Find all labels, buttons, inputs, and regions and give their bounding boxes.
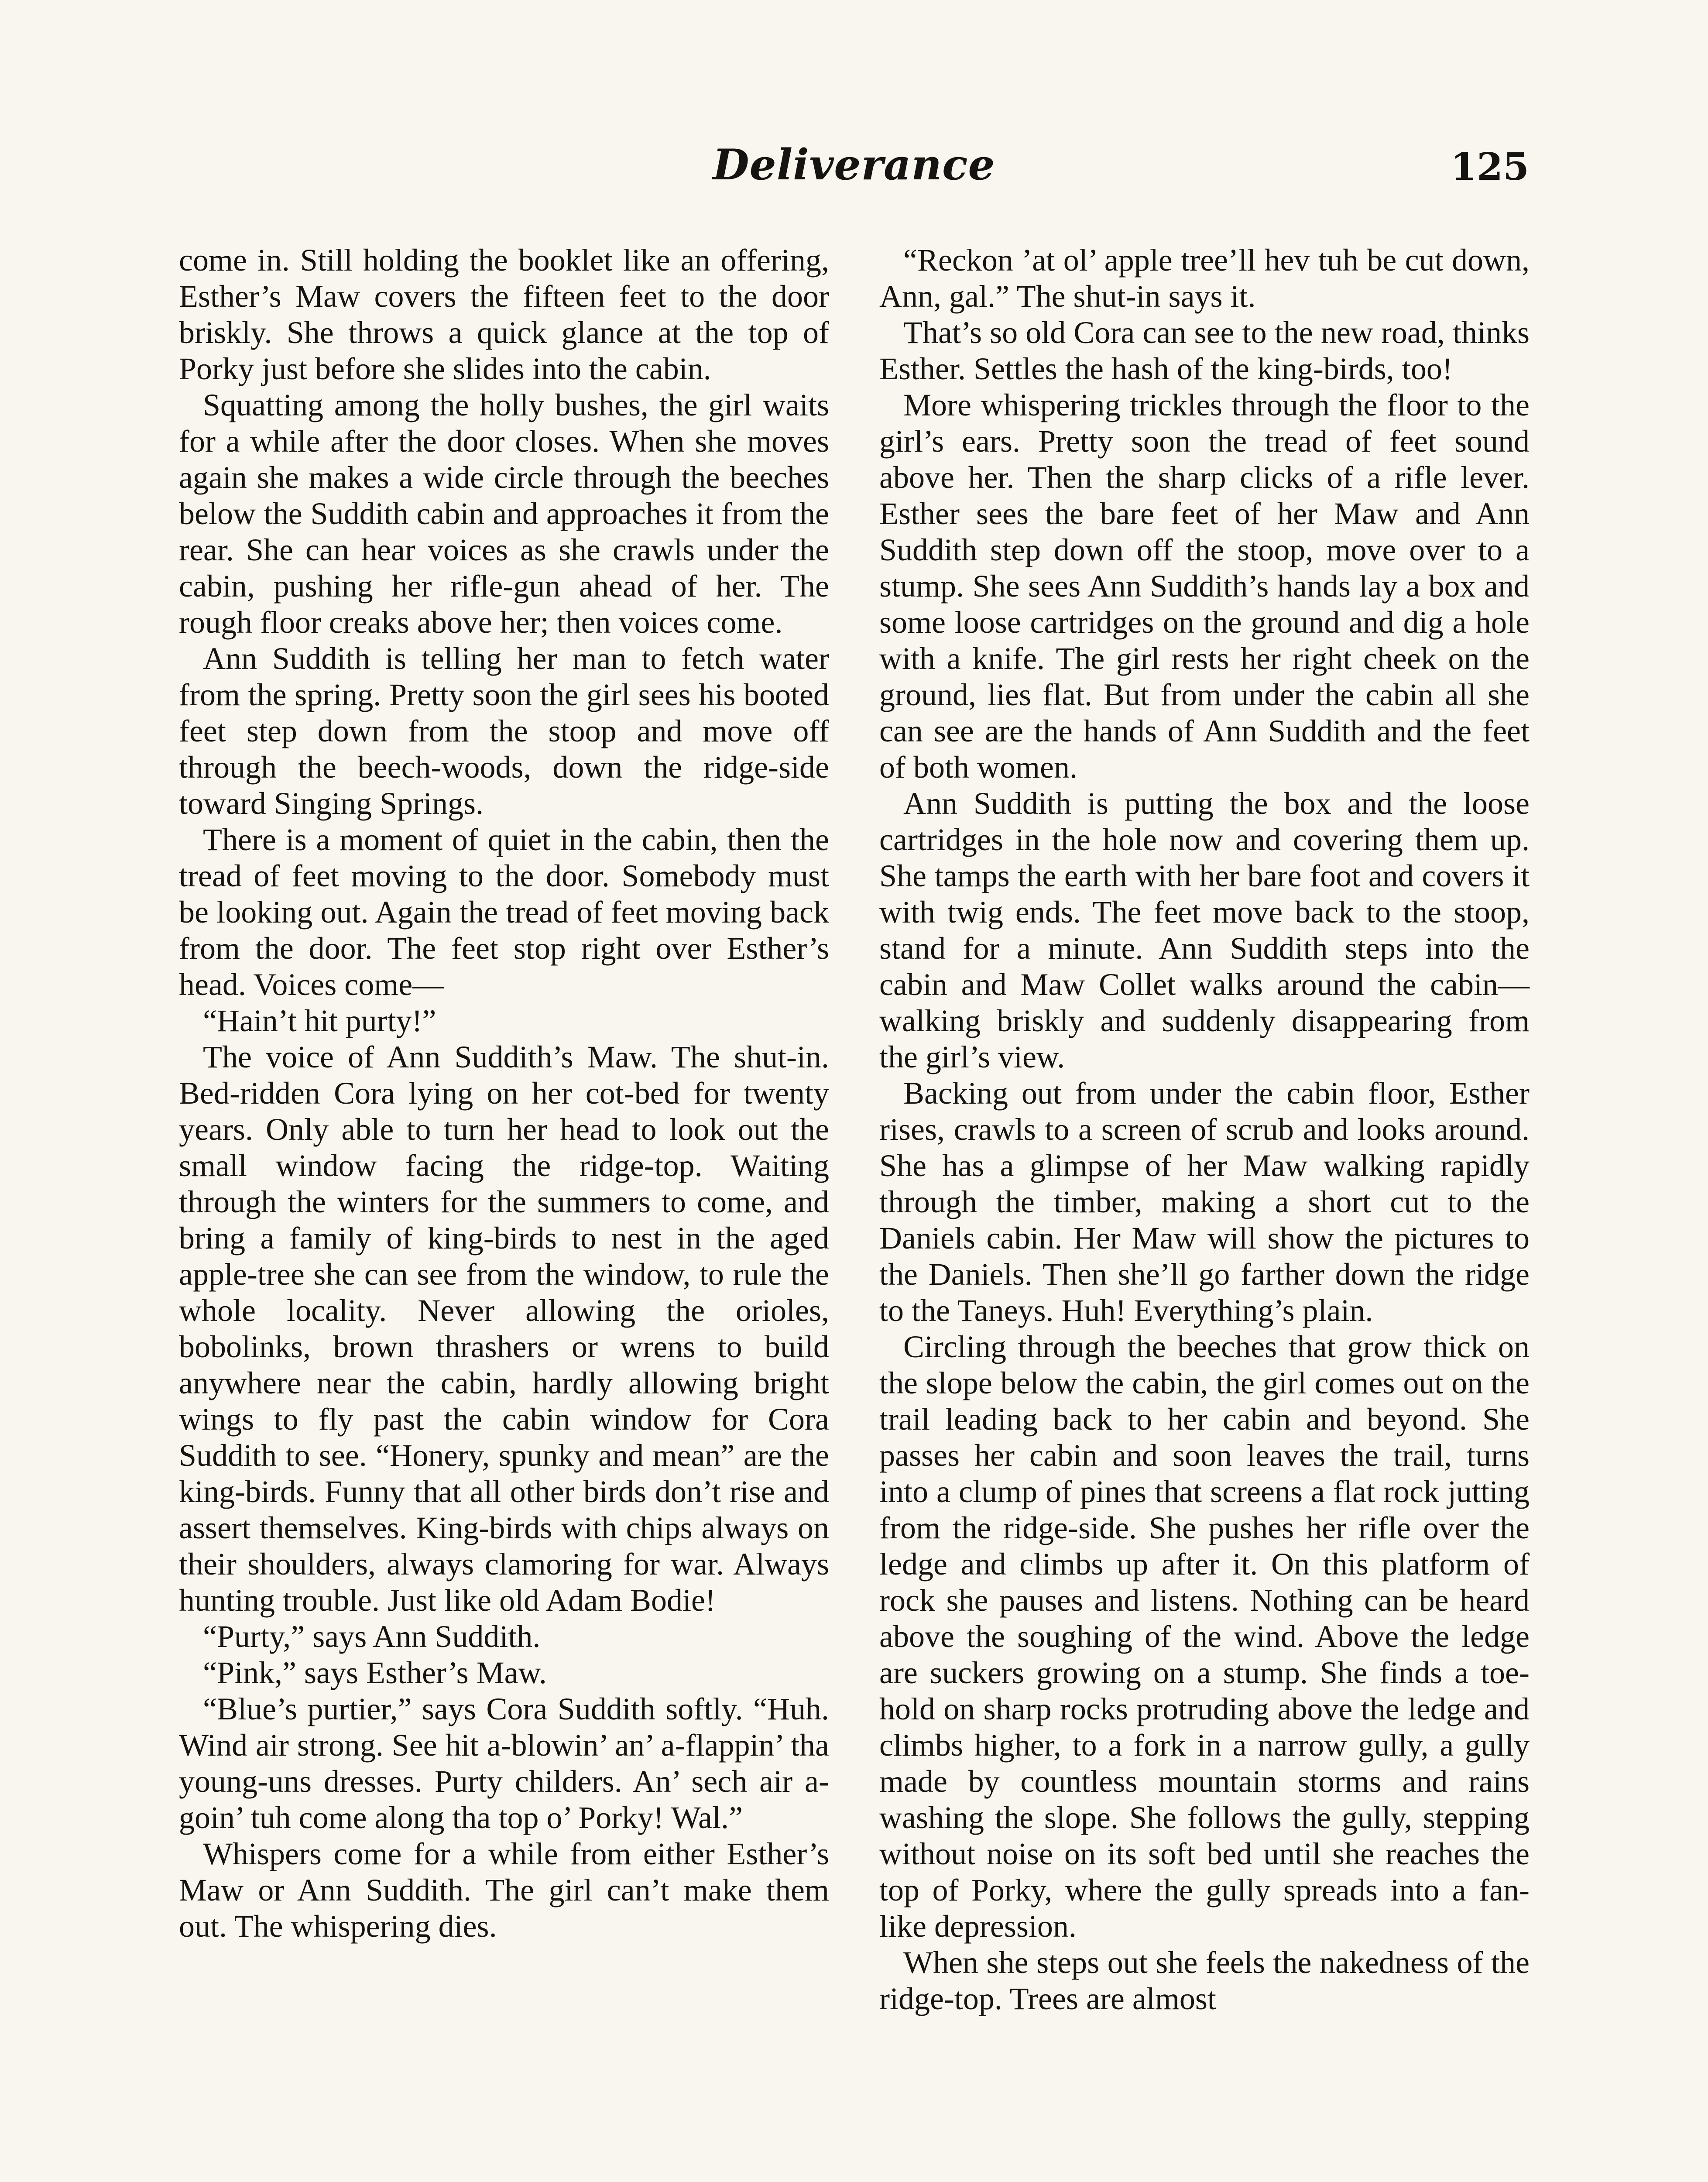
paragraph: Whispers come for a while from either Esther’s Maw or Ann Suddith. The girl can’t make them out. The whispering dies. [179, 1836, 829, 1944]
paragraph: “Blue’s purtier,” says Cora Suddith softly. “Huh. Wind air strong. See hit a-blowin’ an’ a-flappin’ tha young-uns dresses. Purty childers. An’ sech air a-goin’ tuh come along tha top o’ Porky! Wal.” [179, 1691, 829, 1835]
paragraph: Backing out from under the cabin floor, Esther rises, crawls to a screen of scrub and looks around. She has a glimpse of her Maw walking rapidly through the timber, making a short cut to the Daniels cabin. Her Maw will show the pictures to the Daniels. Then she’ll go farther down the ridge to the Taneys. Huh! Everything’s plain. [879, 1076, 1530, 1328]
right-text-column [879, 242, 1530, 2017]
paragraph: Ann Suddith is putting the box and the loose cartridges in the hole now and covering them up. She tamps the earth with her bare foot and covers it with twig ends. The feet move back to the stoop, stand for a minute. Ann Suddith steps into the cabin and Maw Collet walks around the cabin—walking briskly and suddenly disappearing from the girl’s view. [879, 786, 1530, 1074]
running-header-title: Deliverance [713, 140, 995, 189]
paragraph: Squatting among the holly bushes, the girl waits for a while after the door closes. When she moves again she makes a wide circle through the beeches below the Suddith cabin and approaches it from the rear. She can hear voices as she crawls under the cabin, pushing her rifle-gun ahead of her. The rough floor creaks above her; then voices come. [179, 388, 829, 640]
paragraph: “Pink,” says Esther’s Maw. [203, 1655, 547, 1690]
paragraph: More whispering trickles through the floor to the girl’s ears. Pretty soon the tread of feet sound above her. Then the sharp clicks of a rifle lever. Esther sees the bare feet of her Maw and Ann Suddith step down off the stoop, move over to a stump. She sees Ann Suddith’s hands lay a box and some loose cartridges on the ground and dig a hole with a knife. The girl rests her right cheek on the ground, lies flat. But from under the cabin all she can see are the hands of Ann Suddith and the feet of both women. [879, 388, 1530, 785]
paragraph: That’s so old Cora can see to the new road, thinks Esther. Settles the hash of the king-birds, too! [879, 315, 1530, 386]
paragraph: Ann Suddith is telling her man to fetch water from the spring. Pretty soon the girl sees his booted feet step down from the stoop and move off through the beech-woods, down the ridge-side toward Singing Springs. [179, 641, 829, 821]
page-number: 125 [1451, 145, 1529, 189]
paragraph: “Purty,” says Ann Suddith. [203, 1619, 541, 1654]
paragraph: “Reckon ’at ol’ apple tree’ll hev tuh be cut down, Ann, gal.” The shut-in says it. [879, 243, 1530, 314]
paragraph: come in. Still holding the booklet like an offering, Esther’s Maw covers the fifteen feet to the door briskly. She throws a quick glance at the top of Porky just before she slides into the cabin. [179, 243, 829, 386]
paragraph: There is a moment of quiet in the cabin, then the tread of feet moving to the door. Somebody must be looking out. Again the tread of feet moving back from the door. The feet stop right over Esther’s head. Voices come— [179, 822, 829, 1002]
paragraph: “Hain’t hit purty!” [203, 1003, 436, 1038]
paragraph: Circling through the beeches that grow thick on the slope below the cabin, the girl comes out on the trail leading back to her cabin and beyond. She passes her cabin and soon leaves the trail, turns into a clump of pines that screens a flat rock jutting from the ridge-side. She pushes her rifle over the ledge and climbs up after it. On this platform of rock she pauses and listens. Nothing can be heard above the soughing of the wind. Above the ledge are suckers growing on a stump. She finds a toe-hold on sharp rocks protruding above the ledge and climbs higher, to a fork in a narrow gully, a gully made by countless mountain storms and rains washing the slope. She follows the gully, stepping without noise on its soft bed until she reaches the top of Porky, where the gully spreads into a fan-like depression. [879, 1329, 1530, 1944]
left-text-column [179, 242, 829, 1945]
paragraph: When she steps out she feels the nakedness of the ridge-top. Trees are almost [879, 1945, 1530, 2016]
paragraph: The voice of Ann Suddith’s Maw. The shut-in. Bed-ridden Cora lying on her cot-bed for twenty years. Only able to turn her head to look out the small window facing the ridge-top. Waiting through the winters for the summers to come, and bring a family of king-birds to nest in the aged apple-tree she can see from the window, to rule the whole locality. Never allowing the orioles, bobolinks, brown thrashers or wrens to build anywhere near the cabin, hardly allowing bright wings to fly past the cabin window for Cora Suddith to see. “Honery, spunky and mean” are the king-birds. Funny that all other birds don’t rise and assert themselves. King-birds with chips always on their shoulders, always clamoring for war. Always hunting trouble. Just like old Adam Bodie! [179, 1040, 829, 1618]
